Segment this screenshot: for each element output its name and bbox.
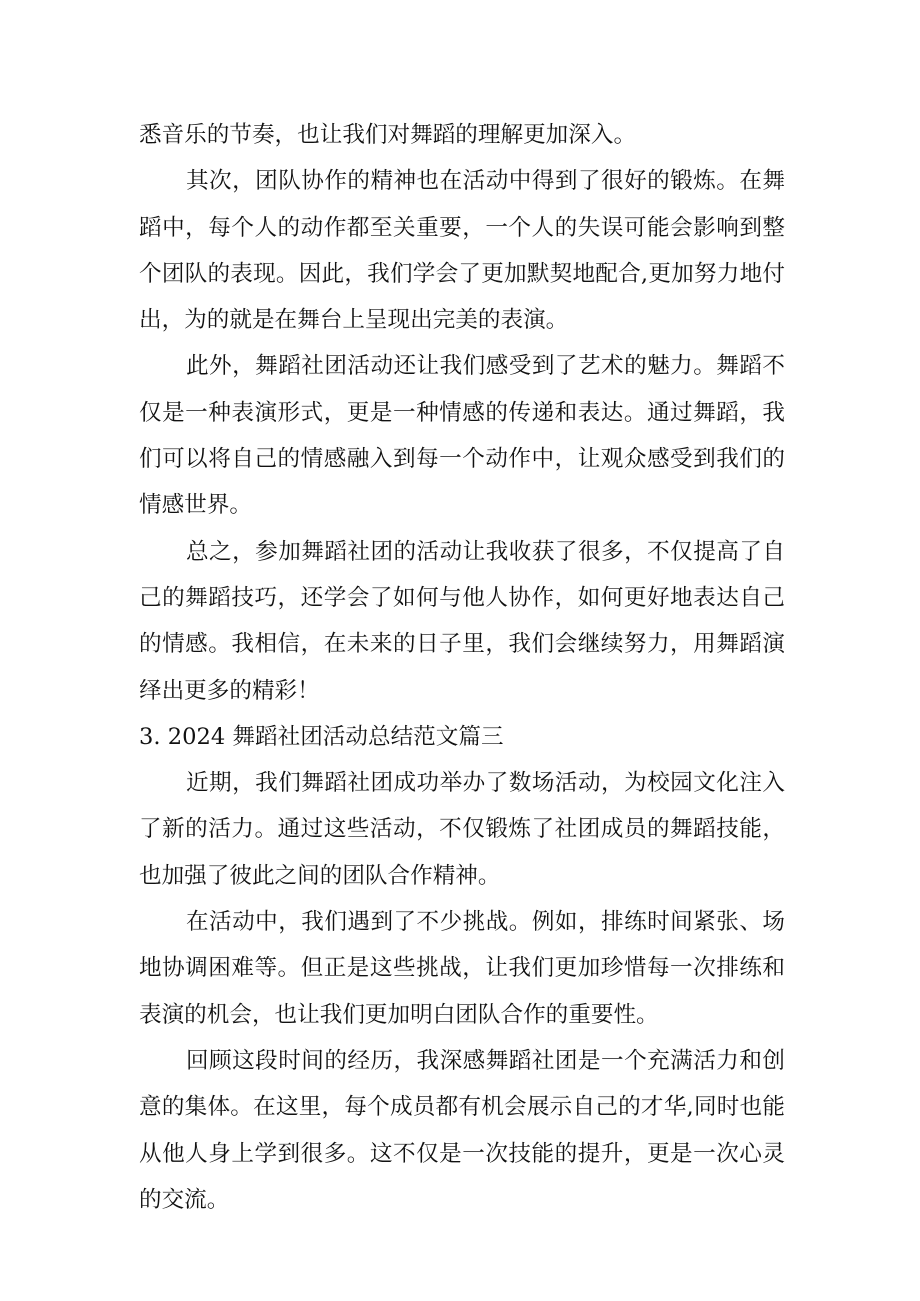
paragraph-continuation: 悉音乐的节奏，也让我们对舞蹈的理解更加深入。	[139, 122, 637, 148]
paragraph-challenges: 在活动中，我们遇到了不少挑战。例如，排练时间紧张、场地协调困难等。但正是这些挑战，让我们更加珍惜每一次排练和表演的机会，也让我们更加明白团队合作的重要性。	[139, 909, 785, 1028]
section-heading: 3. 2024 舞蹈社团活动总结范文篇三	[139, 723, 504, 750]
paragraph-teamwork: 其次，团队协作的精神也在活动中得到了很好的锻炼。在舞蹈中，每个人的动作都至关重要，一个人的失误可能会影响到整个团队的表现。因此，我们学会了更加默契地配合,更加努力地付出，为的就是在舞台上呈现出完美的表演。	[139, 168, 785, 334]
paragraph-art: 此外，舞蹈社团活动还让我们感受到了艺术的魅力。舞蹈不仅是一种表演形式，更是一种情感的传递和表达。通过舞蹈，我们可以将自己的情感融入到每一个动作中，让观众感受到我们的情感世界。	[139, 353, 785, 519]
paragraph-conclusion: 总之，参加舞蹈社团的活动让我收获了很多，不仅提高了自己的舞蹈技巧，还学会了如何与他人协作，如何更好地表达自己的情感。我相信，在未来的日子里，我们会继续努力，用舞蹈演绎出更多的精彩！	[139, 538, 785, 704]
document-body	[139, 112, 785, 1223]
paragraph-review: 回顾这段时间的经历，我深感舞蹈社团是一个充满活力和创意的集体。在这里，每个成员都有机会展示自己的才华,同时也能从他人身上学到很多。这不仅是一次技能的提升，更是一次心灵的交流。	[139, 1047, 785, 1213]
paragraph-recent-activities: 近期，我们舞蹈社团成功举办了数场活动，为校园文化注入了新的活力。通过这些活动，不仅锻炼了社团成员的舞蹈技能，也加强了彼此之间的团队合作精神。	[139, 770, 785, 889]
